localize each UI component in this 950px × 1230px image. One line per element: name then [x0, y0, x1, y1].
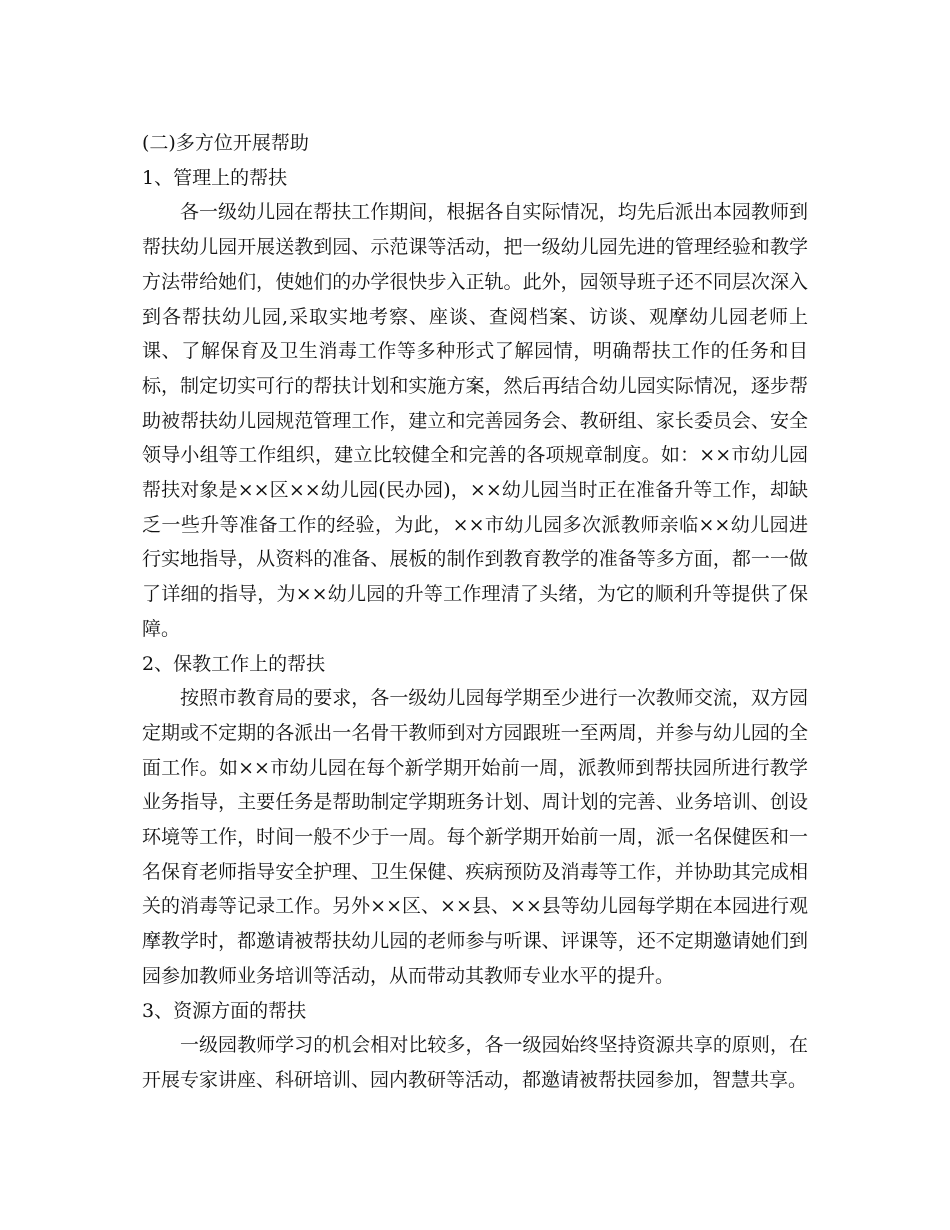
subsection-heading-management: 1、管理上的帮扶 — [142, 166, 288, 189]
section-heading: (二)多方位开展帮助 — [142, 132, 309, 154]
subsection-heading-teaching: 2、保教工作上的帮扶 — [142, 652, 326, 675]
document-body — [142, 126, 808, 1098]
paragraph-resources: 一级园教师学习的机会相对比较多，各一级园始终坚持资源共享的原则，在开展专家讲座、科研培训、园内教研等活动，都邀请被帮扶园参加，智慧共享。 — [142, 1034, 808, 1091]
paragraph-teaching: 按照市教育局的要求，各一级幼儿园每学期至少进行一次教师交流，双方园定期或不定期的各派出一名骨干教师到对方园跟班一至两周，并参与幼儿园的全面工作。如××市幼儿园在每个新学期开始前一周，派教师到帮扶园所进行教学业务指导，主要任务是帮助制定学期班务计划、周计划的完善、业务培训、创设环境等工作，时间一般不少于一周。每个新学期开始前一周，派一名保健医和一名保育老师指导安全护理、卫生保健、疾病预防及消毒等工作，并协助其完成相关的消毒等记录工作。另外××区、××县、××县等幼儿园每学期在本园进行观摩教学时，都邀请被帮扶幼儿园的老师参与听课、评课等，还不定期邀请她们到园参加教师业务培训等活动，从而带动其教师专业水平的提升。 — [142, 687, 808, 987]
subsection-heading-resources: 3、资源方面的帮扶 — [142, 999, 307, 1022]
paragraph-management: 各一级幼儿园在帮扶工作期间，根据各自实际情况，均先后派出本园教师到帮扶幼儿园开展送教到园、示范课等活动，把一级幼儿园先进的管理经验和教学方法带给她们，使她们的办学很快步入正轨。此外，园领导班子还不同层次深入到各帮扶幼儿园,采取实地考察、座谈、查阅档案、访谈、观摩幼儿园老师上课、了解保育及卫生消毒工作等多种形式了解园情，明确帮扶工作的任务和目标，制定切实可行的帮扶计划和实施方案，然后再结合幼儿园实际情况，逐步帮助被帮扶幼儿园规范管理工作，建立和完善园务会、教研组、家长委员会、安全领导小组等工作组织，建立比较健全和完善的各项规章制度。如：××市幼儿园帮扶对象是××区××幼儿园(民办园)，××幼儿园当时正在准备升等工作，却缺乏一些升等准备工作的经验，为此，××市幼儿园多次派教师亲临××幼儿园进行实地指导，从资料的准备、展板的制作到教育教学的准备等多方面，都一一做了详细的指导，为××幼儿园的升等工作理清了头绪，为它的顺利升等提供了保障。 — [142, 201, 808, 640]
